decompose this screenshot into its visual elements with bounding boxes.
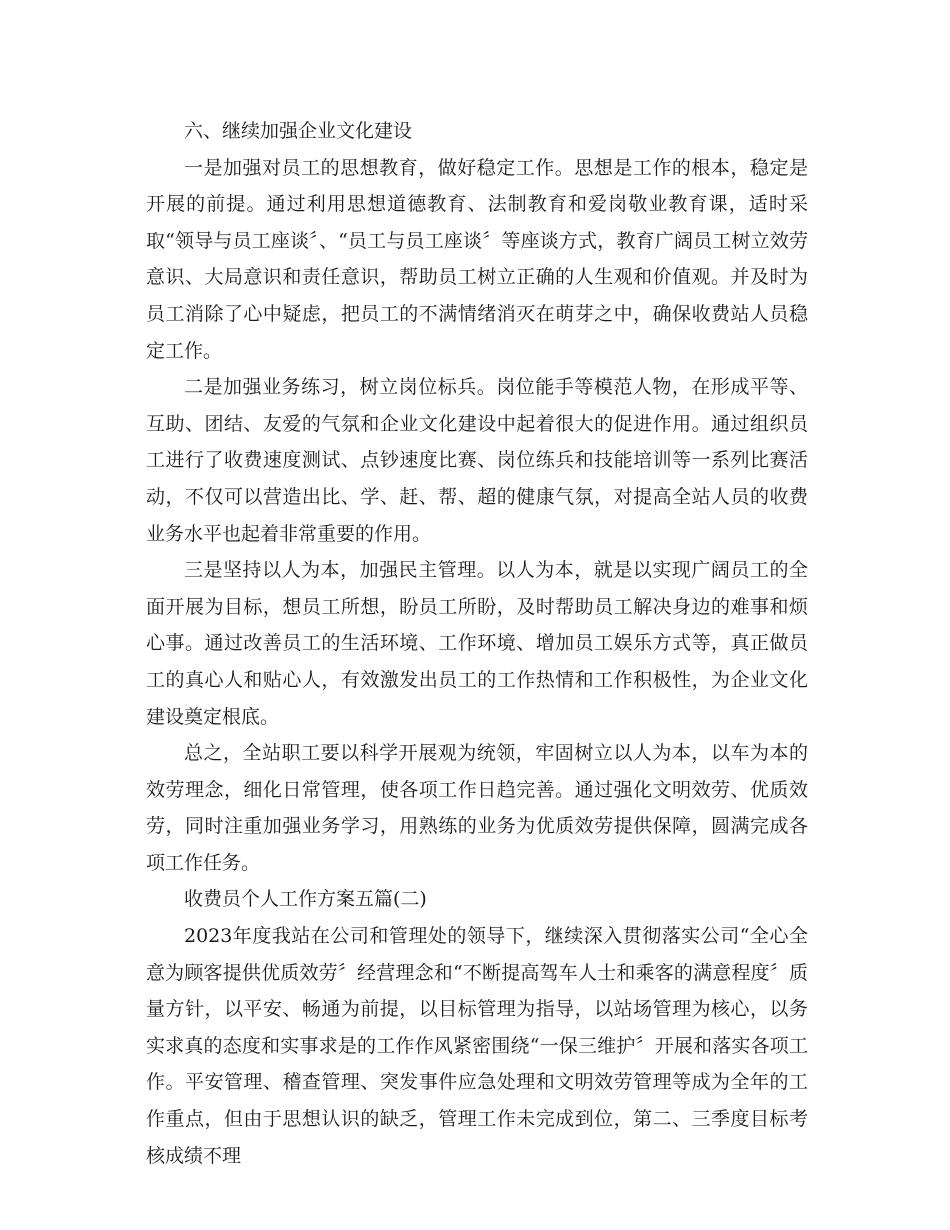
paragraph-annual-review: 2023年度我站在公司和管理处的领导下，继续深入贯彻落实公司“全心全意为顾客提供优质效劳〞经营理念和“不断提高驾车人士和乘客的满意程度〞质量方针，以平安、畅通为前提，以目标管理为指导，以站场管理为核心，以务实求真的态度和实事求是的工作作风紧密围绕“一保三维护〞开展和落实各项工作。平安管理、稽查管理、突发事件应急处理和文明效劳管理等成为全年的工作重点，但由于思想认识的缺乏，管理工作未完成到位，第二、三季度目标考核成绩不理 bbox=[146, 925, 808, 1167]
document-body bbox=[146, 113, 808, 1174]
paragraph-ideological-education: 一是加强对员工的思想教育，做好稳定工作。思想是工作的根本，稳定是开展的前提。通过利用思想道德教育、法制教育和爱岗敬业教育课，适时采取“领导与员工座谈〞、“员工与员工座谈〞等座谈方式，教育广阔员工树立效劳意识、大局意识和责任意识，帮助员工树立正确的人生观和价值观。并及时为员工消除了心中疑虑，把员工的不满情绪消灭在萌芽之中，确保收费站人员稳定工作。 bbox=[146, 156, 808, 362]
paragraph-people-oriented: 三是坚持以人为本，加强民主管理。以人为本，就是以实现广阔员工的全面开展为目标，想员工所想，盼员工所盼，及时帮助员工解决身边的难事和烦心事。通过改善员工的生活环境、工作环境、增加员工娱乐方式等，真正做员工的真心人和贴心人，有效激发出员工的工作热情和工作积极性，为企业文化建设奠定根底。 bbox=[146, 559, 808, 728]
article-heading: 收费员个人工作方案五篇(二) bbox=[184, 888, 427, 911]
paragraph-business-training: 二是加强业务练习，树立岗位标兵。岗位能手等模范人物，在形成平等、互助、团结、友爱的气氛和企业文化建设中起着很大的促进作用。通过组织员工进行了收费速度测试、点钞速度比赛、岗位练兵和技能培训等一系列比赛活动，不仅可以营造出比、学、赶、帮、超的健康气氛，对提高全站人员的收费业务水平也起着非常重要的作用。 bbox=[146, 376, 808, 545]
section-heading: 六、继续加强企业文化建设 bbox=[184, 120, 413, 142]
paragraph-summary: 总之，全站职工要以科学开展观为统领，牢固树立以人为本，以车为本的效劳理念，细化日常管理，使各项工作日趋完善。通过强化文明效劳、优质效劳，同时注重加强业务学习，用熟练的业务为优质效劳提供保障，圆满完成各项工作任务。 bbox=[146, 742, 808, 874]
